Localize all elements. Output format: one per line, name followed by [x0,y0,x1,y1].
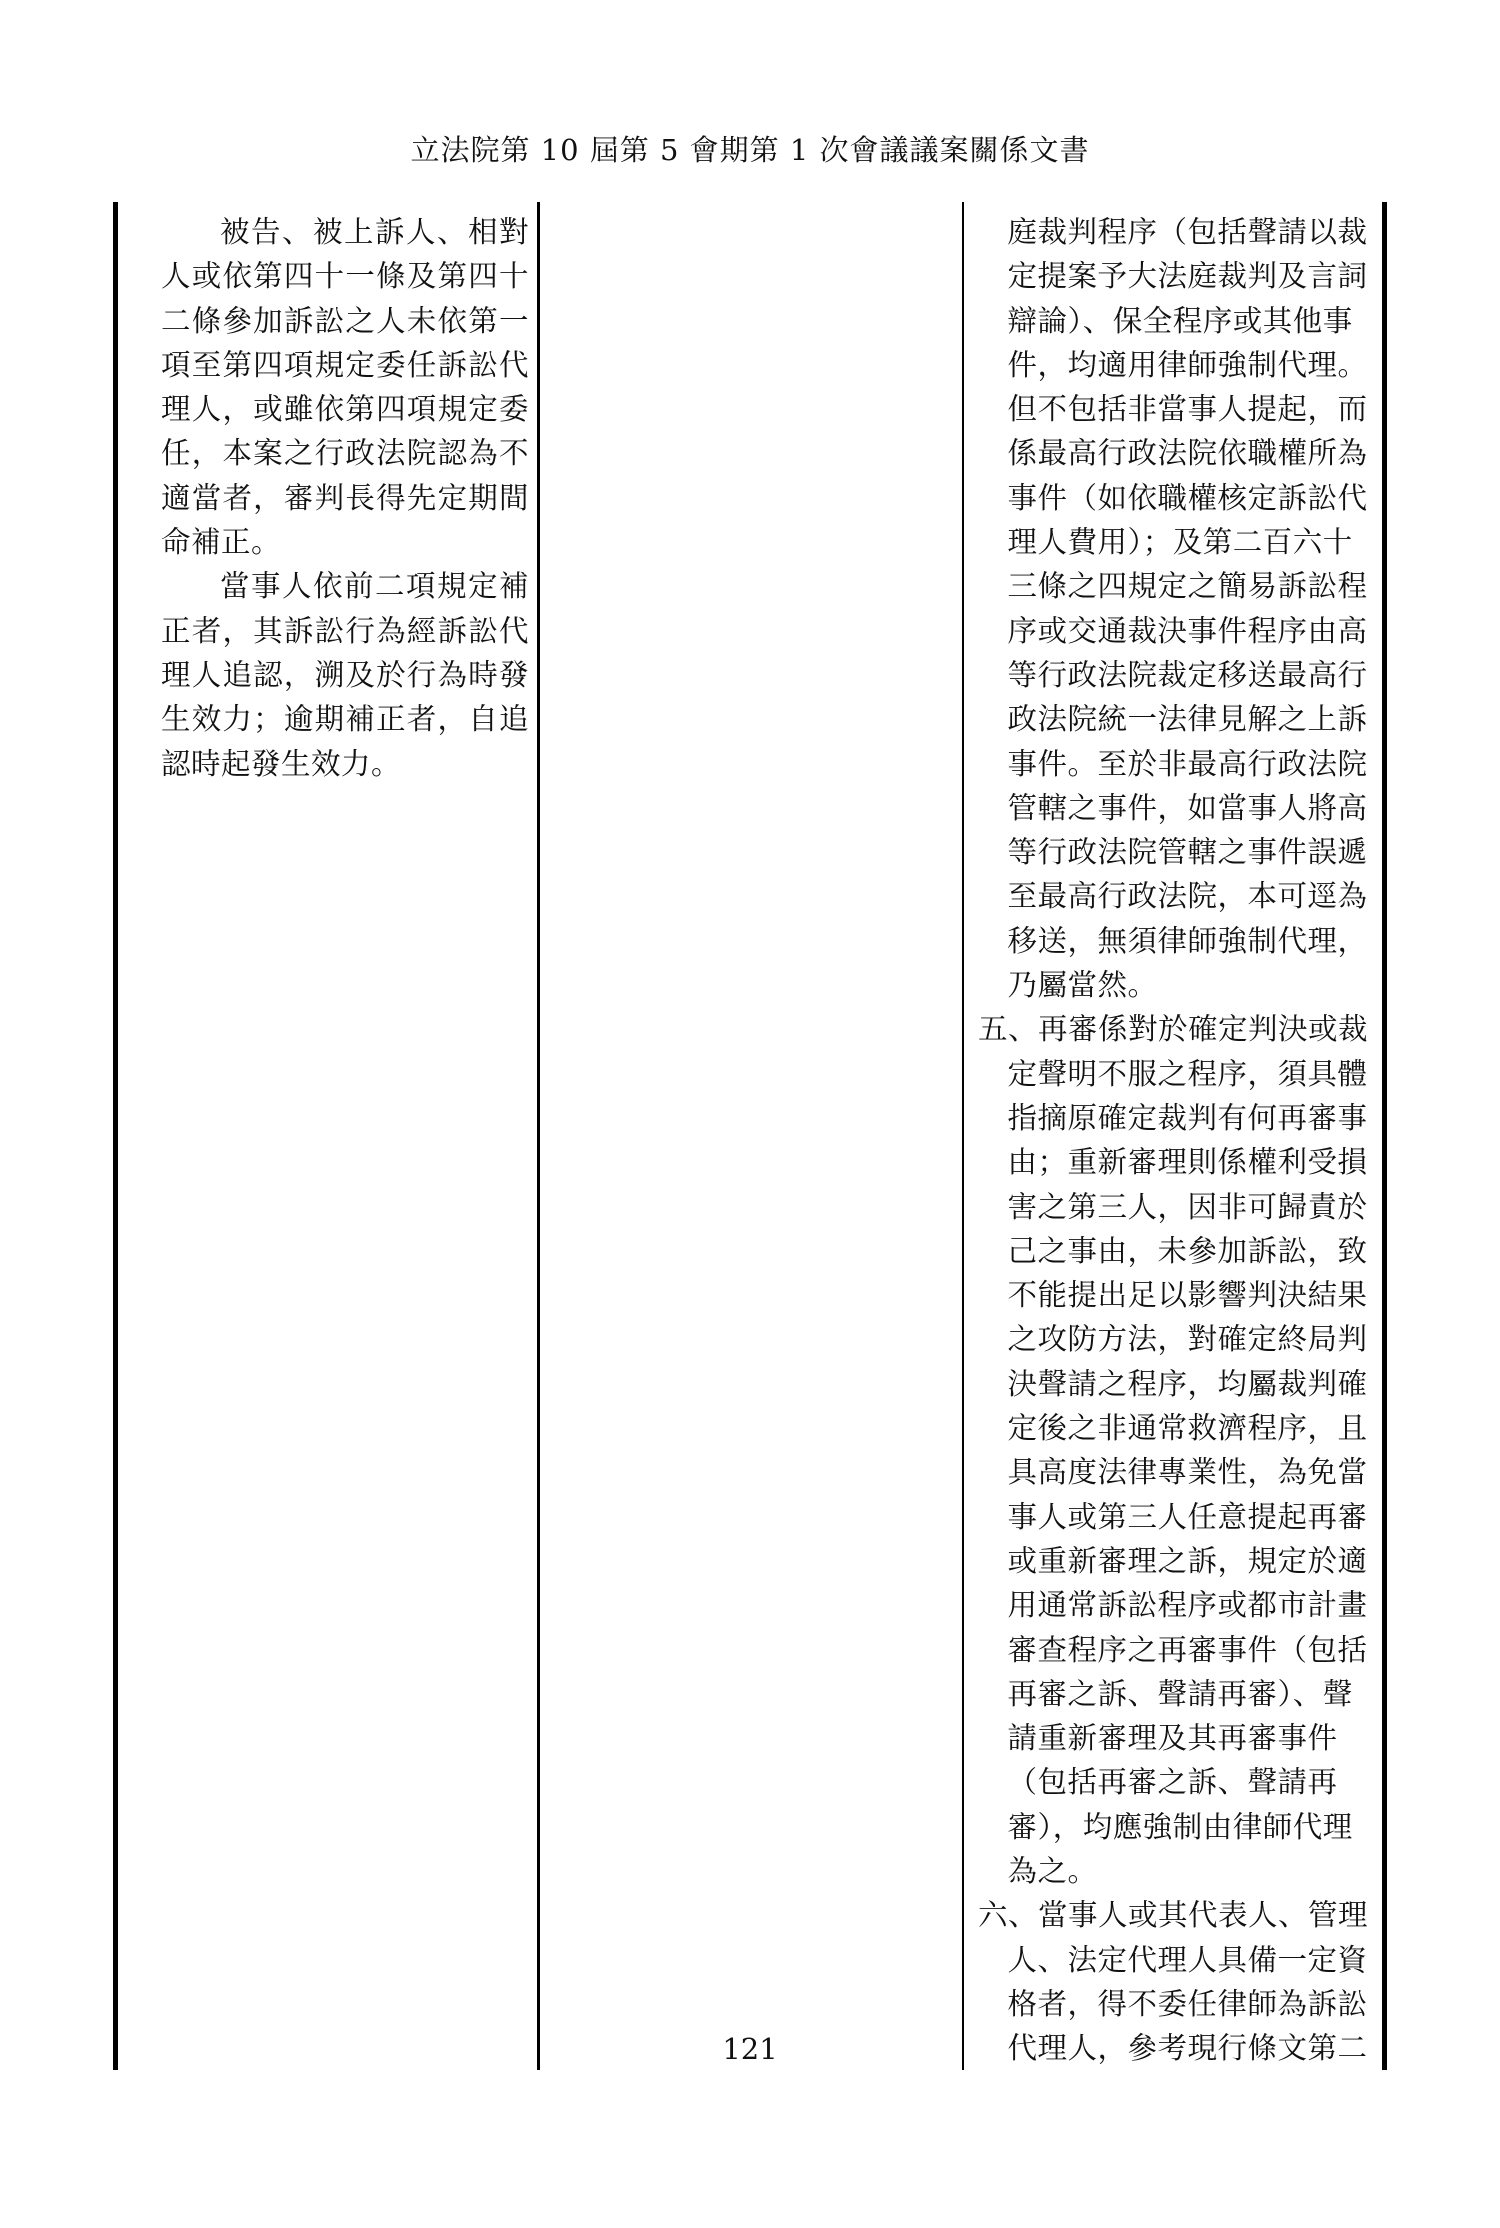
table-right-border [1382,202,1387,2070]
table-column-divider-2 [962,202,964,2070]
page-header: 立法院第 10 屆第 5 會期第 1 次會議議案關係文書 [410,133,1090,167]
paragraph: 被告、被上訴人、相對人或依第四十一條及第四十二條參加訴訟之人未依第一項至第四項規定委任訴訟代理人，或雖依第四項規定委任，本案之行政法院認為不適當者，審判長得先定期間命補正。 [161,215,529,560]
page-number: 121 [722,2032,778,2066]
continued-explanation: 庭裁判程序（包括聲請以裁定提案予大法庭裁判及言詞辯論）、保全程序或其他事件，均適用律師強制代理。但不包括非當事人提起，而係最高行政法院依職權所為事件（如依職權核定訴訟代理人費用）；及第二百六十三條之四規定之簡易訴訟程序或交通裁決事件程序由高等行政法院裁定移送最高行政法院統一法律見解之上訴事件。至於非最高行政法院管轄之事件，如當事人將高等行政法院管轄之事件誤遞至最高行政法院，本可逕為移送，無須律師強制代理，乃屬當然。 [1007,215,1368,1003]
comparison-table [113,202,1387,2070]
amended-text-column [161,210,529,786]
explanation-item-5: 五、再審係對於確定判決或裁定聲明不服之程序，須具體指摘原確定裁判有何再審事由；重新審理則係權利受損害之第三人，因非可歸責於己之事由，未參加訴訟，致不能提出足以影響判決結果之攻防方法，對確定終局判決聲請之程序，均屬裁判確定後之非通常救濟程序，且具高度法律專業性，為免當事人或第三人任意提起再審或重新審理之訴，規定於適用通常訴訟程序或都市計畫審查程序之再審事件（包括再審之訴、聲請再審）、聲請重新審理及其再審事件（包括再審之訴、聲請再審），均應強制由律師代理為之。 [978,1012,1369,1888]
paragraph: 當事人依前二項規定補正者，其訴訟行為經訴訟代理人追認，溯及於行為時發生效力；逾期補正者，自追認時起發生效力。 [161,569,529,781]
explanation-item-6: 六、當事人或其代表人、管理人、法定代理人具備一定資格者，得不委任律師為訴訟代理人，參考現行條文第二 [978,1898,1369,2066]
explanation-column [978,210,1376,2070]
table-column-divider-1 [537,202,540,2070]
table-left-border [113,202,118,2070]
